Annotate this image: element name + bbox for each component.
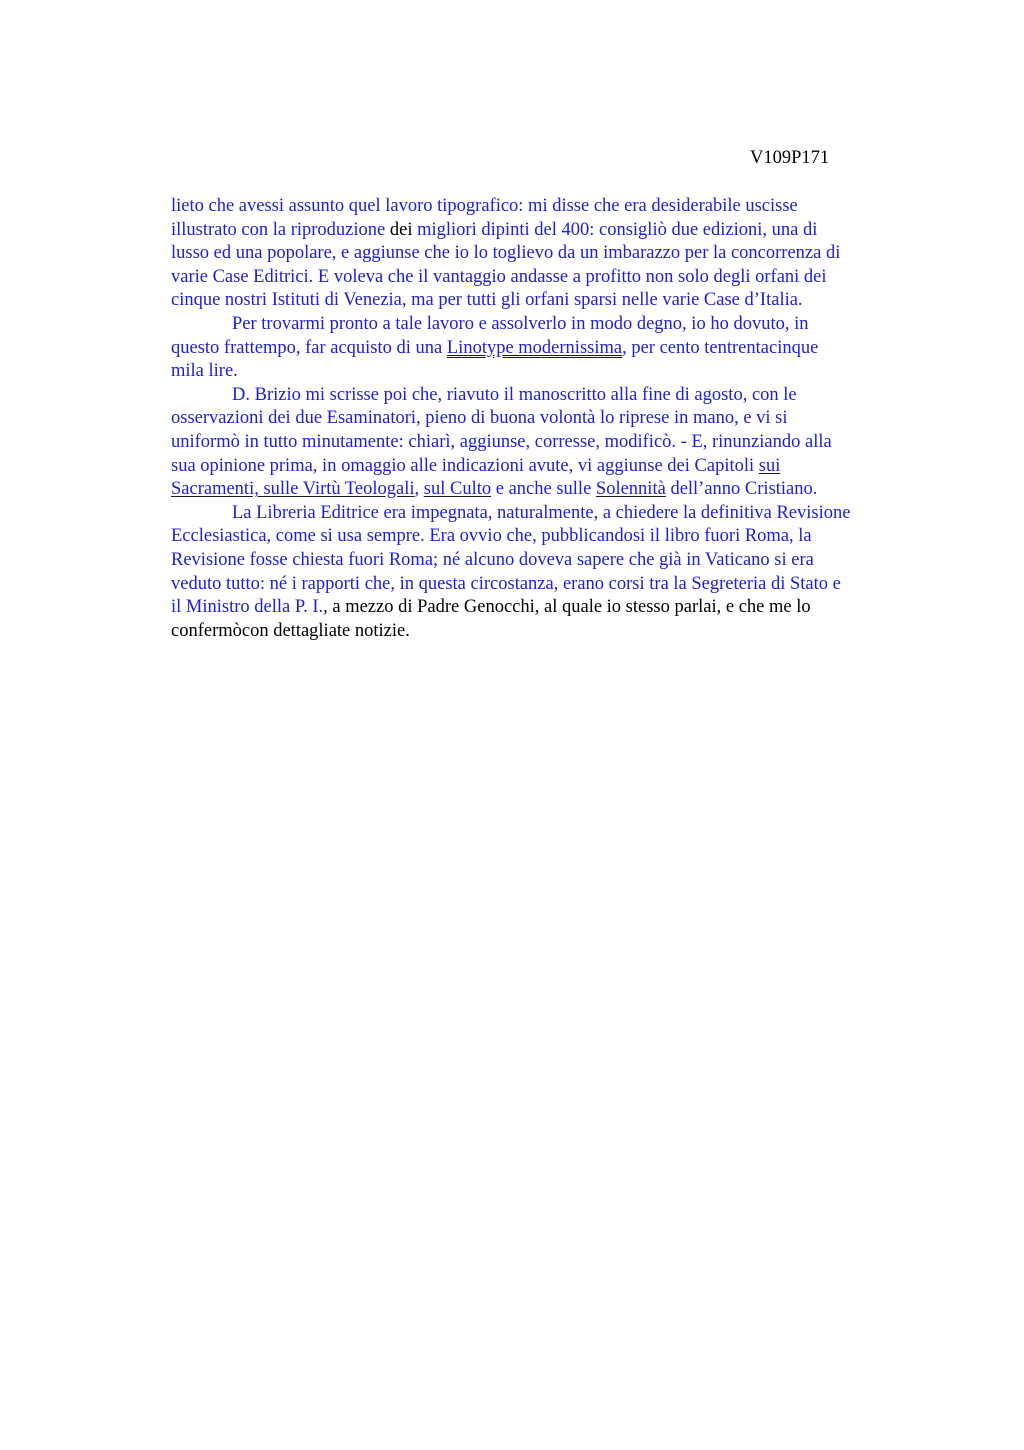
edited-text: cinque nostri Istituti di Venezia, ma per tutti gli orfani sparsi nelle varie Case d’Italia. bbox=[171, 290, 803, 311]
underlined-text: Sacramenti, sulle Virtù Teologali bbox=[171, 479, 415, 500]
edited-text: uniformò in tutto minutamente: chiarì, aggiunse, corresse, modificò. - E, rinunziando alla bbox=[171, 431, 832, 452]
text-line bbox=[171, 573, 936, 597]
edited-text: , per cento tentrentacinque bbox=[622, 337, 819, 358]
text-line bbox=[171, 289, 936, 313]
edited-text: varie Case Editrici. E voleva che il vantaggio andasse a profitto non solo degli orfani dei bbox=[171, 266, 827, 287]
text-line bbox=[171, 596, 936, 620]
edited-text: migliori dipinti del 400: consigliò due edizioni, una di bbox=[412, 219, 818, 240]
edited-text: e anche sulle bbox=[491, 479, 596, 500]
text-line bbox=[171, 313, 936, 337]
edited-text: lusso ed una popolare, e aggiunse che io lo toglievo da un imbarazzo per la concorrenza di bbox=[171, 243, 841, 264]
text-line bbox=[171, 549, 936, 573]
edited-text: La Libreria Editrice era impegnata, naturalmente, a chiedere la definitiva Revisione bbox=[232, 502, 851, 523]
edited-text: D. Brizio mi scrisse poi che, riavuto il manoscritto alla fine di agosto, con le bbox=[232, 384, 797, 405]
text-line bbox=[171, 337, 936, 361]
edited-text: dell’anno Cristiano. bbox=[665, 479, 818, 500]
original-text: , a mezzo di Padre Genocchi, al quale io stesso parlai, e che me lo bbox=[323, 597, 811, 618]
edited-text: lieto che avessi assunto quel lavoro tipografico: mi disse che era desiderabile uscisse bbox=[171, 196, 798, 216]
text-line bbox=[171, 266, 936, 290]
underlined-text: sui bbox=[758, 455, 781, 476]
edited-text: Ecclesiastica, come si usa sempre. Era ovvio che, pubblicandosi il libro fuori Roma, la bbox=[171, 526, 812, 547]
edited-text: osservazioni dei due Esaminatori, pieno di buona volontà lo riprese in mano, e vi si bbox=[171, 408, 788, 429]
edited-text: Revisione fosse chiesta fuori Roma; né alcuno doveva sapere che già in Vaticano si era bbox=[171, 549, 814, 570]
underlined-text: Solennità bbox=[595, 479, 666, 500]
edited-text: Per trovarmi pronto a tale lavoro e assolverlo in modo degno, io ho dovuto, in bbox=[232, 313, 809, 334]
text-line bbox=[171, 219, 936, 243]
edited-text: sua opinione prima, in omaggio alle indicazioni avute, vi aggiunse dei Capitoli bbox=[171, 455, 759, 476]
edited-text: illustrato con la riproduzione bbox=[171, 219, 390, 240]
text-line bbox=[171, 242, 936, 266]
text-line bbox=[171, 407, 936, 431]
text-line bbox=[171, 195, 936, 219]
edited-text: il Ministro della P. I. bbox=[171, 597, 324, 618]
text-line bbox=[171, 502, 936, 526]
original-text: confermòcon dettagliate notizie. bbox=[171, 620, 410, 641]
page-reference: V109P171 bbox=[750, 148, 830, 168]
edited-text: veduto tutto: né i rapporti che, in questa circostanza, erano corsi tra la Segreteria di Stato e bbox=[171, 573, 841, 594]
text-line bbox=[171, 478, 936, 502]
document-body bbox=[171, 195, 936, 643]
edited-text: mila lire. bbox=[171, 361, 238, 382]
text-line bbox=[171, 525, 936, 549]
text-line bbox=[171, 384, 936, 408]
text-line bbox=[171, 431, 936, 455]
original-text: dei bbox=[389, 219, 413, 240]
text-line bbox=[171, 455, 936, 479]
text-line bbox=[171, 620, 936, 644]
underlined-text: sul Culto bbox=[423, 479, 492, 500]
edited-text: questo frattempo, far acquisto di una bbox=[171, 337, 447, 358]
text-line bbox=[171, 360, 936, 384]
edited-text: , bbox=[414, 479, 424, 500]
double-underlined-text: Linotype modernissima bbox=[446, 337, 623, 358]
